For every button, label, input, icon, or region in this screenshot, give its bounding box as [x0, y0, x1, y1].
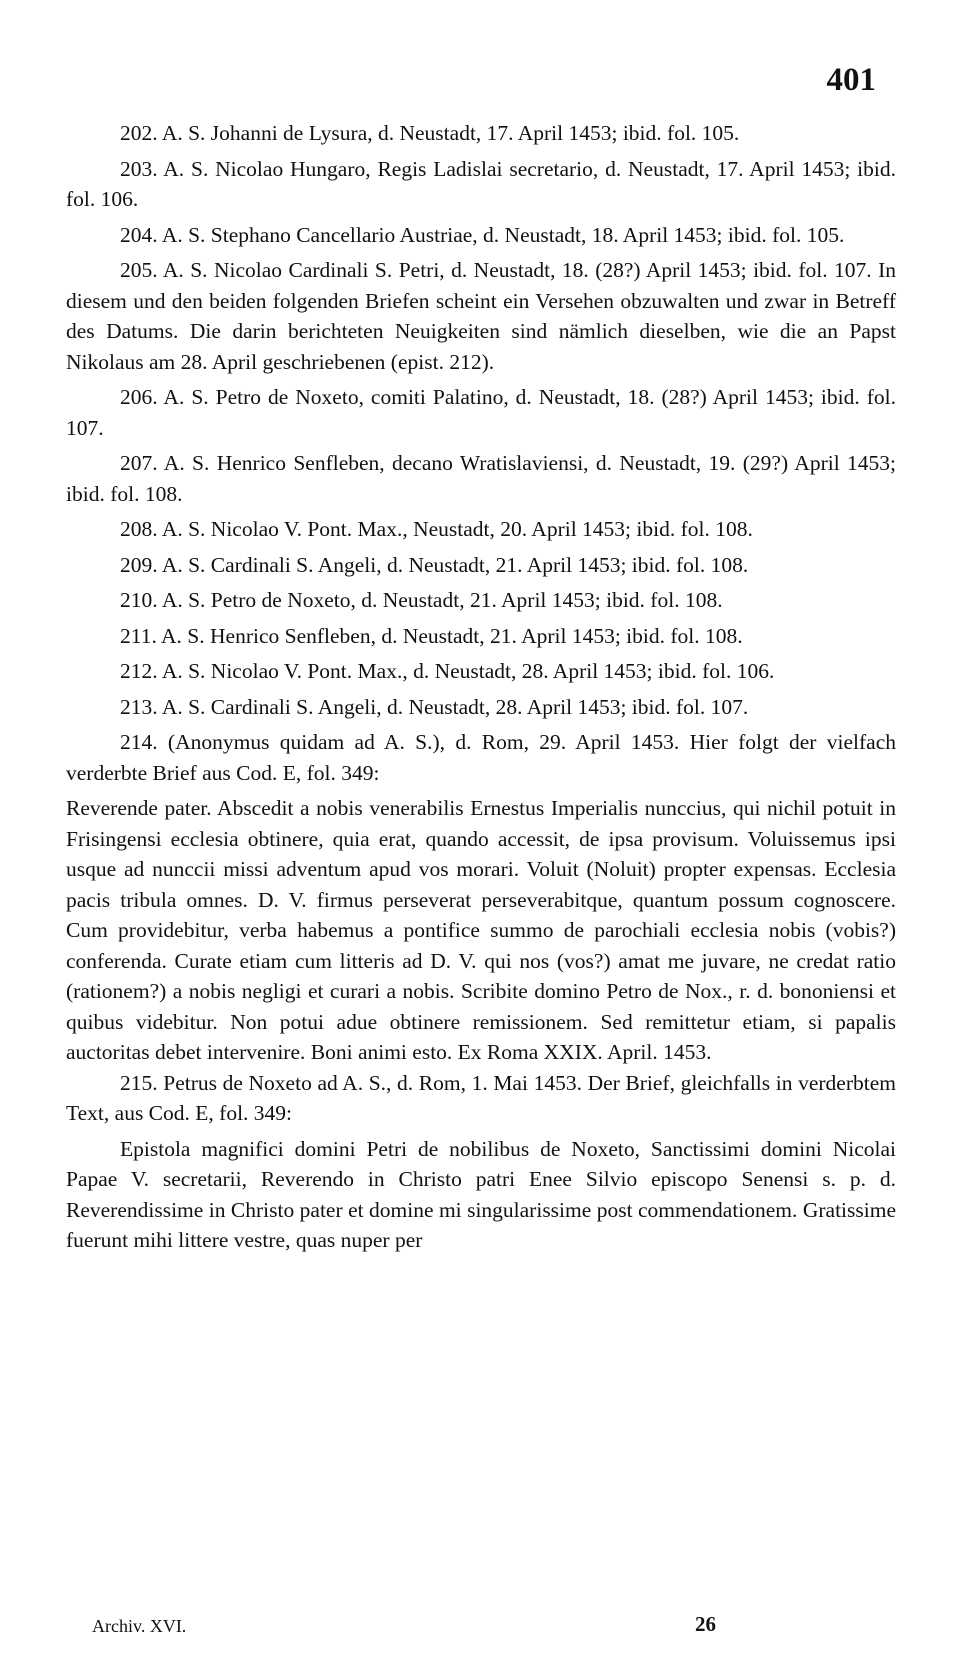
entry-202: 202. A. S. Johanni de Lysura, d. Neustadt, 17. April 1453; ibid. fol. 105. [120, 121, 740, 145]
entry-212: 212. A. S. Nicolao V. Pont. Max., d. Neustadt, 28. April 1453; ibid. fol. 106. [120, 659, 775, 683]
letter-214-text: Reverende pater. Abscedit a nobis venerabilis Ernestus Imperialis nunccius, qui nichil potuit in Frisingensi ecclesia obtinere, quia erat, quando accessit, de ipsa provisum. Voluissemus ipsi usque ad nunccii missi adventum apud vos morari. Voluit (Noluit) propter expensas. Ecclesia pacis tribula omnes. D. V. firmus perseverat perseverabitque, quantum possum cognoscere. Cum providebitur, verba habemus a pontifice summo de parochiali ecclesia nobis (vobis?) conferenda. Curate etiam cum litteris ad D. V. qui nos (vos?) amat me juvare, ne credat ratio (rationem?) a nobis negligi et curari a nobis. Scribite domino Petro de Nox., r. d. bononiensi et quibus videbitur. Non potui adue obtinere remissionem. Sed remittetur etiam, si papalis auctoritas debet intervenire. Boni animi esto. Ex Roma XXIX. April. 1453. [66, 796, 896, 1064]
entry-209: 209. A. S. Cardinali S. Angeli, d. Neustadt, 21. April 1453; ibid. fol. 108. [120, 552, 749, 577]
page-number: 401 [826, 62, 876, 98]
entry-214: 214. (Anonymus quidam ad A. S.), d. Rom, 29. April 1453. Hier folgt der vielfach verderbte Brief aus Cod. E, fol. 349: [66, 730, 896, 785]
entry-206: 206. A. S. Petro de Noxeto, comiti Palatino, d. Neustadt, 18. (28?) April 1453; ibid. fol. 107. [66, 385, 896, 440]
entry-211: 211. A. S. Henrico Senfleben, d. Neustadt, 21. April 1453; ibid. fol. 108. [120, 623, 743, 648]
letter-215-text: Epistola magnifici domini Petri de nobilibus de Noxeto, Sanctissimi domini Nicolai Papae V. secretarii, Reverendo in Christo patri Enee Silvio episcopo Senensi s. p. d. Reverendissime in Christo pater et domine mi singularissime post commendationem. Gratissime fuerunt mihi littere vestre, quas nuper per [66, 1136, 896, 1252]
entry-207: 207. A. S. Henrico Senfleben, decano Wratislaviensi, d. Neustadt, 19. (29?) April 1453; ibid. fol. 108. [66, 451, 896, 506]
folio-number: 26 [695, 1612, 716, 1636]
entry-205: 205. A. S. Nicolao Cardinali S. Petri, d. Neustadt, 18. (28?) April 1453; ibid. fol. 107. In diesem und den beiden folgenden Briefen scheint ein Versehen obzuwalten und zwar in Betreff des Datums. Die darin berichteten Neuigkeiten sind nämlich dieselben, wie die an Papst Nikolaus am 28. April geschriebenen (epist. 212). [66, 258, 896, 374]
entry-203: 203. A. S. Nicolao Hungaro, Regis Ladislai secretario, d. Neustadt, 17. April 1453; ibid. fol. 106. [66, 156, 896, 211]
entry-210: 210. A. S. Petro de Noxeto, d. Neustadt, 21. April 1453; ibid. fol. 108. [120, 588, 723, 612]
page-body [66, 118, 896, 1256]
entry-204: 204. A. S. Stephano Cancellario Austriae, d. Neustadt, 18. April 1453; ibid. fol. 105. [120, 222, 845, 247]
signature-mark: Archiv. XVI. [92, 1616, 187, 1636]
entry-208: 208. A. S. Nicolao V. Pont. Max., Neustadt, 20. April 1453; ibid. fol. 108. [120, 517, 753, 541]
entry-213: 213. A. S. Cardinali S. Angeli, d. Neustadt, 28. April 1453; ibid. fol. 107. [120, 694, 749, 719]
entry-215: 215. Petrus de Noxeto ad A. S., d. Rom, 1. Mai 1453. Der Brief, gleichfalls in verderbtem Text, aus Cod. E, fol. 349: [66, 1070, 896, 1125]
